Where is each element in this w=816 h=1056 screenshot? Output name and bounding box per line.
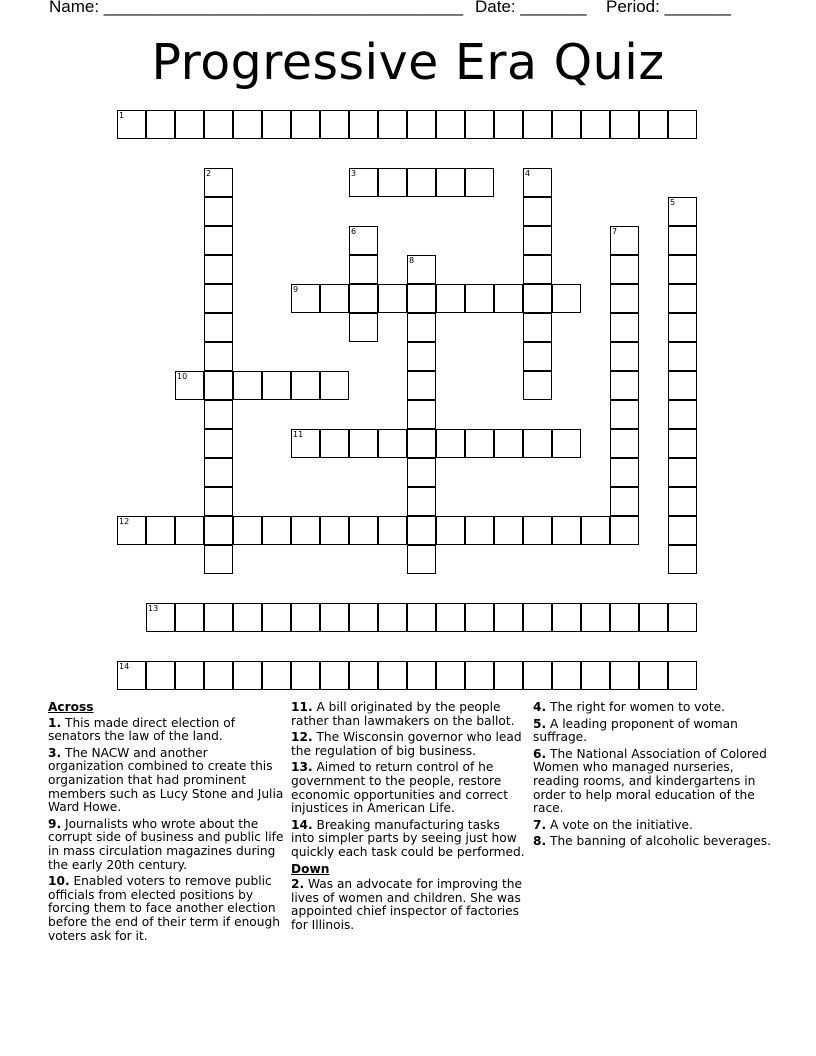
grid-cell[interactable]	[204, 400, 233, 429]
grid-cell[interactable]	[436, 429, 465, 458]
grid-cell[interactable]	[465, 168, 494, 197]
grid-cell[interactable]	[291, 110, 320, 139]
grid-cell[interactable]	[320, 661, 349, 690]
grid-cell[interactable]	[436, 110, 465, 139]
period-field-label: Period: _______	[606, 0, 731, 16]
grid-cell[interactable]	[668, 545, 697, 574]
grid-cell[interactable]	[494, 429, 523, 458]
grid-cell[interactable]	[523, 197, 552, 226]
grid-cell[interactable]	[262, 371, 291, 400]
grid-cell[interactable]	[668, 226, 697, 255]
grid-cell[interactable]	[378, 429, 407, 458]
grid-cell[interactable]	[204, 110, 233, 139]
grid-cell[interactable]	[233, 110, 262, 139]
grid-cell[interactable]	[436, 603, 465, 632]
grid-cell[interactable]	[668, 661, 697, 690]
grid-cell[interactable]	[581, 110, 610, 139]
grid-cell[interactable]	[523, 661, 552, 690]
clue-down-6: 6. The National Association of Colored Women who managed nurseries, reading rooms, and kindergartens in order to help moral education of the race.	[533, 746, 767, 816]
grid-cell[interactable]	[465, 516, 494, 545]
clue-across-14: 14. Breaking manufacturing tasks into simpler parts by seeing just how quickly each task could be performed.	[291, 817, 525, 859]
grid-cell[interactable]	[610, 429, 639, 458]
cell-number: 8	[409, 256, 415, 265]
grid-cell[interactable]	[523, 342, 552, 371]
cell-number: 2	[206, 169, 212, 178]
grid-cell[interactable]	[639, 110, 668, 139]
grid-cell[interactable]	[552, 429, 581, 458]
grid-cell[interactable]	[378, 284, 407, 313]
grid-cell[interactable]	[523, 371, 552, 400]
grid-cell[interactable]	[407, 255, 436, 284]
grid-cell[interactable]	[175, 516, 204, 545]
grid-cell[interactable]	[117, 110, 146, 139]
clue-across-1: 1. This made direct election of senators the law of the land.	[48, 715, 235, 744]
grid-cell[interactable]	[465, 284, 494, 313]
clue-down-4: 4. The right for women to vote.	[533, 700, 726, 714]
grid-cell[interactable]	[407, 313, 436, 342]
grid-cell[interactable]	[610, 313, 639, 342]
grid-cell[interactable]	[378, 661, 407, 690]
grid-cell[interactable]	[523, 284, 552, 313]
grid-cell[interactable]	[349, 255, 378, 284]
grid-cell[interactable]	[610, 226, 639, 255]
grid-cell[interactable]	[552, 603, 581, 632]
grid-cell[interactable]	[262, 110, 291, 139]
grid-cell[interactable]	[204, 342, 233, 371]
grid-cell[interactable]	[523, 255, 552, 284]
grid-cell[interactable]	[668, 429, 697, 458]
clue-across-3: 3. The NACW and another organization combined to create this organization that had prominent members such as Lucy Stone and Julia Ward Howe.	[48, 745, 284, 815]
grid-cell[interactable]	[349, 516, 378, 545]
grid-cell[interactable]	[204, 603, 233, 632]
grid-cell[interactable]	[349, 110, 378, 139]
grid-cell[interactable]	[378, 603, 407, 632]
clue-across-13: 13. Aimed to return control of he government to the people, restore economic opportunities and correct injustices in American Life.	[291, 760, 509, 816]
grid-cell[interactable]	[407, 603, 436, 632]
grid-cell[interactable]	[523, 168, 552, 197]
grid-cell[interactable]	[668, 313, 697, 342]
grid-cell[interactable]	[407, 371, 436, 400]
grid-cell[interactable]	[668, 487, 697, 516]
grid-cell[interactable]	[523, 603, 552, 632]
grid-cell[interactable]	[378, 110, 407, 139]
grid-cell[interactable]	[436, 661, 465, 690]
grid-cell[interactable]	[233, 371, 262, 400]
grid-cell[interactable]	[204, 371, 233, 400]
grid-cell[interactable]	[262, 603, 291, 632]
grid-cell[interactable]	[610, 458, 639, 487]
grid-cell[interactable]	[407, 284, 436, 313]
grid-cell[interactable]	[639, 603, 668, 632]
grid-cell[interactable]	[146, 516, 175, 545]
date-field-label: Date: _______	[475, 0, 587, 16]
grid-cell[interactable]	[291, 284, 320, 313]
grid-cell[interactable]	[349, 429, 378, 458]
grid-cell[interactable]	[465, 661, 494, 690]
grid-cell[interactable]	[233, 603, 262, 632]
grid-cell[interactable]	[494, 516, 523, 545]
grid-cell[interactable]	[552, 284, 581, 313]
cell-number: 7	[612, 227, 618, 236]
grid-cell[interactable]	[378, 168, 407, 197]
grid-cell[interactable]	[494, 284, 523, 313]
grid-cell[interactable]	[204, 458, 233, 487]
grid-cell[interactable]	[407, 516, 436, 545]
grid-cell[interactable]	[523, 429, 552, 458]
grid-cell[interactable]	[378, 516, 407, 545]
grid-cell[interactable]	[436, 284, 465, 313]
grid-cell[interactable]	[523, 226, 552, 255]
grid-cell[interactable]	[204, 545, 233, 574]
grid-cell[interactable]	[668, 284, 697, 313]
clue-across-9: 9. Journalists who wrote about the corrupt side of business and public life in mass circulation magazines during the early 20th century.	[48, 816, 284, 872]
grid-cell[interactable]	[668, 110, 697, 139]
grid-cell[interactable]	[581, 516, 610, 545]
grid-cell[interactable]	[668, 197, 697, 226]
grid-cell[interactable]	[494, 603, 523, 632]
grid-cell[interactable]	[407, 545, 436, 574]
grid-cell[interactable]	[204, 284, 233, 313]
grid-cell[interactable]	[610, 371, 639, 400]
grid-cell[interactable]	[494, 661, 523, 690]
grid-cell[interactable]	[233, 661, 262, 690]
grid-cell[interactable]	[320, 284, 349, 313]
grid-cell[interactable]	[349, 603, 378, 632]
grid-cell[interactable]	[523, 516, 552, 545]
grid-cell[interactable]	[204, 255, 233, 284]
grid-cell[interactable]	[291, 661, 320, 690]
grid-cell[interactable]	[668, 400, 697, 429]
grid-cell[interactable]	[407, 661, 436, 690]
grid-cell[interactable]	[465, 110, 494, 139]
grid-cell[interactable]	[233, 516, 262, 545]
grid-cell[interactable]	[610, 516, 639, 545]
clues-column-3	[533, 701, 773, 852]
grid-cell[interactable]	[668, 371, 697, 400]
grid-cell[interactable]	[291, 516, 320, 545]
grid-cell[interactable]	[407, 110, 436, 139]
grid-cell[interactable]	[320, 516, 349, 545]
grid-cell[interactable]	[610, 255, 639, 284]
grid-cell[interactable]	[552, 516, 581, 545]
cell-number: 10	[177, 372, 188, 381]
cell-number: 6	[351, 227, 357, 236]
grid-cell[interactable]	[407, 342, 436, 371]
grid-cell[interactable]	[407, 458, 436, 487]
grid-cell[interactable]	[552, 661, 581, 690]
clue-down-8: 8. The banning of alcoholic beverages.	[533, 834, 771, 849]
grid-cell[interactable]	[465, 603, 494, 632]
grid-cell[interactable]	[146, 661, 175, 690]
grid-cell[interactable]	[320, 603, 349, 632]
cell-number: 9	[293, 285, 299, 294]
grid-cell[interactable]	[639, 661, 668, 690]
grid-cell[interactable]	[204, 516, 233, 545]
grid-cell[interactable]	[668, 516, 697, 545]
down-heading: Down	[291, 861, 330, 876]
cell-number: 5	[670, 198, 676, 207]
grid-cell[interactable]	[349, 661, 378, 690]
grid-cell[interactable]	[581, 661, 610, 690]
cell-number: 1	[119, 111, 125, 120]
clue-across-10: 10. Enabled voters to remove public officials from elected positions by forcing them to face another election before the end of their term if enough voters ask for it.	[48, 874, 280, 943]
clues-column-1	[48, 701, 284, 946]
clues-column-2	[291, 701, 525, 936]
grid-cell[interactable]	[407, 168, 436, 197]
grid-cell[interactable]	[436, 168, 465, 197]
grid-cell[interactable]	[349, 226, 378, 255]
grid-cell[interactable]	[494, 110, 523, 139]
clue-across-12: 12. The Wisconsin governor who lead the regulation of big business.	[291, 730, 522, 758]
grid-cell[interactable]	[436, 516, 465, 545]
grid-cell[interactable]	[204, 661, 233, 690]
grid-cell[interactable]	[204, 429, 233, 458]
clue-down-2: 2. Was an advocate for improving the lives of women and children. She was appointed chief inspector of factories for Illinois.	[291, 877, 522, 932]
grid-cell[interactable]	[146, 603, 175, 632]
cell-number: 4	[525, 169, 531, 178]
grid-cell[interactable]	[610, 603, 639, 632]
grid-cell[interactable]	[204, 487, 233, 516]
grid-cell[interactable]	[117, 661, 146, 690]
grid-cell[interactable]	[668, 458, 697, 487]
grid-cell[interactable]	[320, 371, 349, 400]
grid-cell[interactable]	[320, 429, 349, 458]
grid-cell[interactable]	[610, 661, 639, 690]
grid-cell[interactable]	[291, 371, 320, 400]
grid-cell[interactable]	[523, 313, 552, 342]
cell-number: 13	[148, 604, 159, 613]
grid-cell[interactable]	[523, 110, 552, 139]
cell-number: 3	[351, 169, 357, 178]
grid-cell[interactable]	[552, 110, 581, 139]
grid-cell[interactable]	[407, 487, 436, 516]
grid-cell[interactable]	[146, 110, 175, 139]
grid-cell[interactable]	[349, 313, 378, 342]
across-heading: Across	[48, 700, 94, 714]
grid-cell[interactable]	[407, 429, 436, 458]
grid-cell[interactable]	[610, 342, 639, 371]
name-field-label: Name: ______________________________________	[49, 0, 464, 16]
grid-cell[interactable]	[175, 110, 204, 139]
grid-cell[interactable]	[262, 516, 291, 545]
grid-cell[interactable]	[117, 516, 146, 545]
grid-cell[interactable]	[610, 284, 639, 313]
page-title: Progressive Era Quiz	[151, 34, 665, 91]
clue-down-5: 5. A leading proponent of woman suffrage.	[533, 716, 738, 745]
grid-cell[interactable]	[349, 284, 378, 313]
grid-cell[interactable]	[204, 168, 233, 197]
grid-cell[interactable]	[204, 226, 233, 255]
grid-cell[interactable]	[610, 110, 639, 139]
grid-cell[interactable]	[668, 255, 697, 284]
grid-cell[interactable]	[581, 603, 610, 632]
cell-number: 12	[119, 517, 130, 526]
grid-cell[interactable]	[610, 487, 639, 516]
grid-cell[interactable]	[291, 603, 320, 632]
cell-number: 14	[119, 662, 130, 671]
grid-cell[interactable]	[175, 603, 204, 632]
grid-cell[interactable]	[668, 603, 697, 632]
grid-cell[interactable]	[349, 168, 378, 197]
grid-cell[interactable]	[668, 342, 697, 371]
grid-cell[interactable]	[175, 661, 204, 690]
grid-cell[interactable]	[262, 661, 291, 690]
grid-cell[interactable]	[204, 313, 233, 342]
clue-down-7: 7. A vote on the initiative.	[533, 817, 693, 832]
grid-cell[interactable]	[320, 110, 349, 139]
grid-cell[interactable]	[465, 429, 494, 458]
grid-cell[interactable]	[407, 400, 436, 429]
grid-cell[interactable]	[610, 400, 639, 429]
grid-cell[interactable]	[204, 197, 233, 226]
clue-across-11: 11. A bill originated by the people rather than lawmakers on the ballot.	[291, 700, 515, 728]
grid-cell[interactable]	[175, 371, 204, 400]
cell-number: 11	[293, 430, 304, 439]
grid-cell[interactable]	[291, 429, 320, 458]
